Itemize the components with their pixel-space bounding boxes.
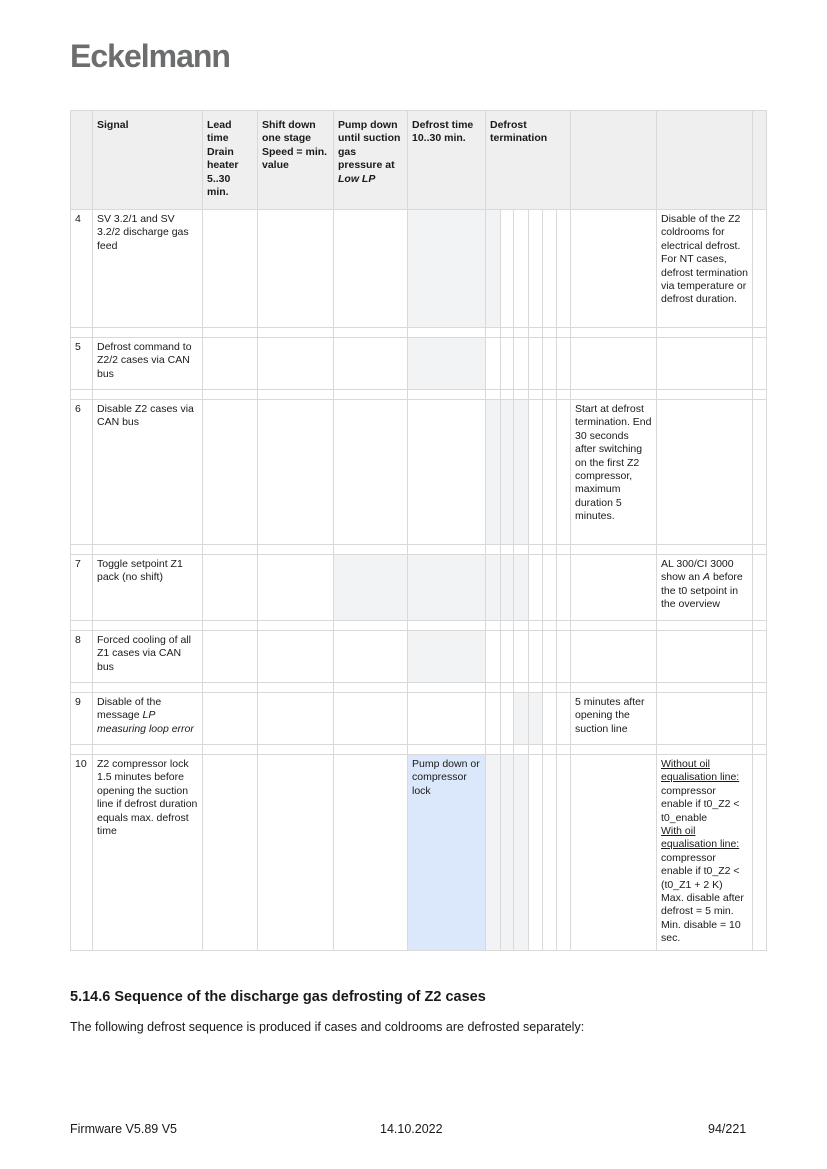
header-pump-down: Pump down until suction gas pressure at Low LP xyxy=(334,111,408,210)
table-row: 8 Forced cooling of all Z1 cases via CAN bus xyxy=(71,631,767,683)
table-row: 6 Disable Z2 cases via CAN bus Start at defrost termination. End 30 seconds after switching on the first Z2 compressor, maximum duration 5 minutes. xyxy=(71,400,767,545)
section-intro: The following defrost sequence is produced if cases and coldrooms are defrosted separately: xyxy=(70,1020,585,1034)
table-row: 5 Defrost command to Z2/2 cases via CAN bus xyxy=(71,338,767,390)
eckelmann-logo: Eckelmann xyxy=(70,38,230,74)
section-heading: 5.14.6 Sequence of the discharge gas defrosting of Z2 cases xyxy=(70,989,486,1005)
table-row: 9 Disable of the message LP measuring loop error 5 minutes after opening the suction line xyxy=(71,693,767,745)
table-row: 10 Z2 compressor lock 1.5 minutes before opening the suction line if defrost duration equals max. defrost time Pump down or compressor lock Without oil equalisation line: compressor enable if t0_Z2 < t0_enable With oil equalisation line: compressor enable if t0_Z2 < (t0_Z1 + 2 K) Max. disable after defrost = 5 min. Min. disable = 10 sec. xyxy=(71,755,767,951)
defrost-time-bar xyxy=(408,631,486,683)
defrost-time-blue-bar: Pump down or compressor lock xyxy=(408,755,486,951)
defrost-time-bar xyxy=(408,555,486,621)
header-shift-down: Shift down one stage Speed = min. value xyxy=(258,111,334,210)
table-row: 4 SV 3.2/1 and SV 3.2/2 discharge gas feed Disable of the Z2 coldrooms for electrical defrost. For NT cases, defrost termination via temperature or defrost duration. xyxy=(71,210,767,328)
defrost-time-bar xyxy=(408,338,486,390)
signal-sequence-table xyxy=(70,110,767,951)
header-defrost-termination: Defrost termination xyxy=(486,111,571,210)
pump-down-bar xyxy=(334,555,408,621)
header-lead-time: Lead time Drain heater 5..30 min. xyxy=(203,111,258,210)
footer-firmware: Firmware V5.89 V5 xyxy=(70,1122,177,1136)
header-defrost-time: Defrost time 10..30 min. xyxy=(408,111,486,210)
footer-page-number: 94/221 xyxy=(708,1122,747,1136)
defrost-time-bar xyxy=(408,210,486,328)
header-signal: Signal xyxy=(93,111,203,210)
footer-date: 14.10.2022 xyxy=(380,1122,443,1136)
table-row: 7 Toggle setpoint Z1 pack (no shift) AL 300/CI 3000 show an A before the t0 setpoint in the overview xyxy=(71,555,767,621)
table-header-row xyxy=(71,111,767,210)
